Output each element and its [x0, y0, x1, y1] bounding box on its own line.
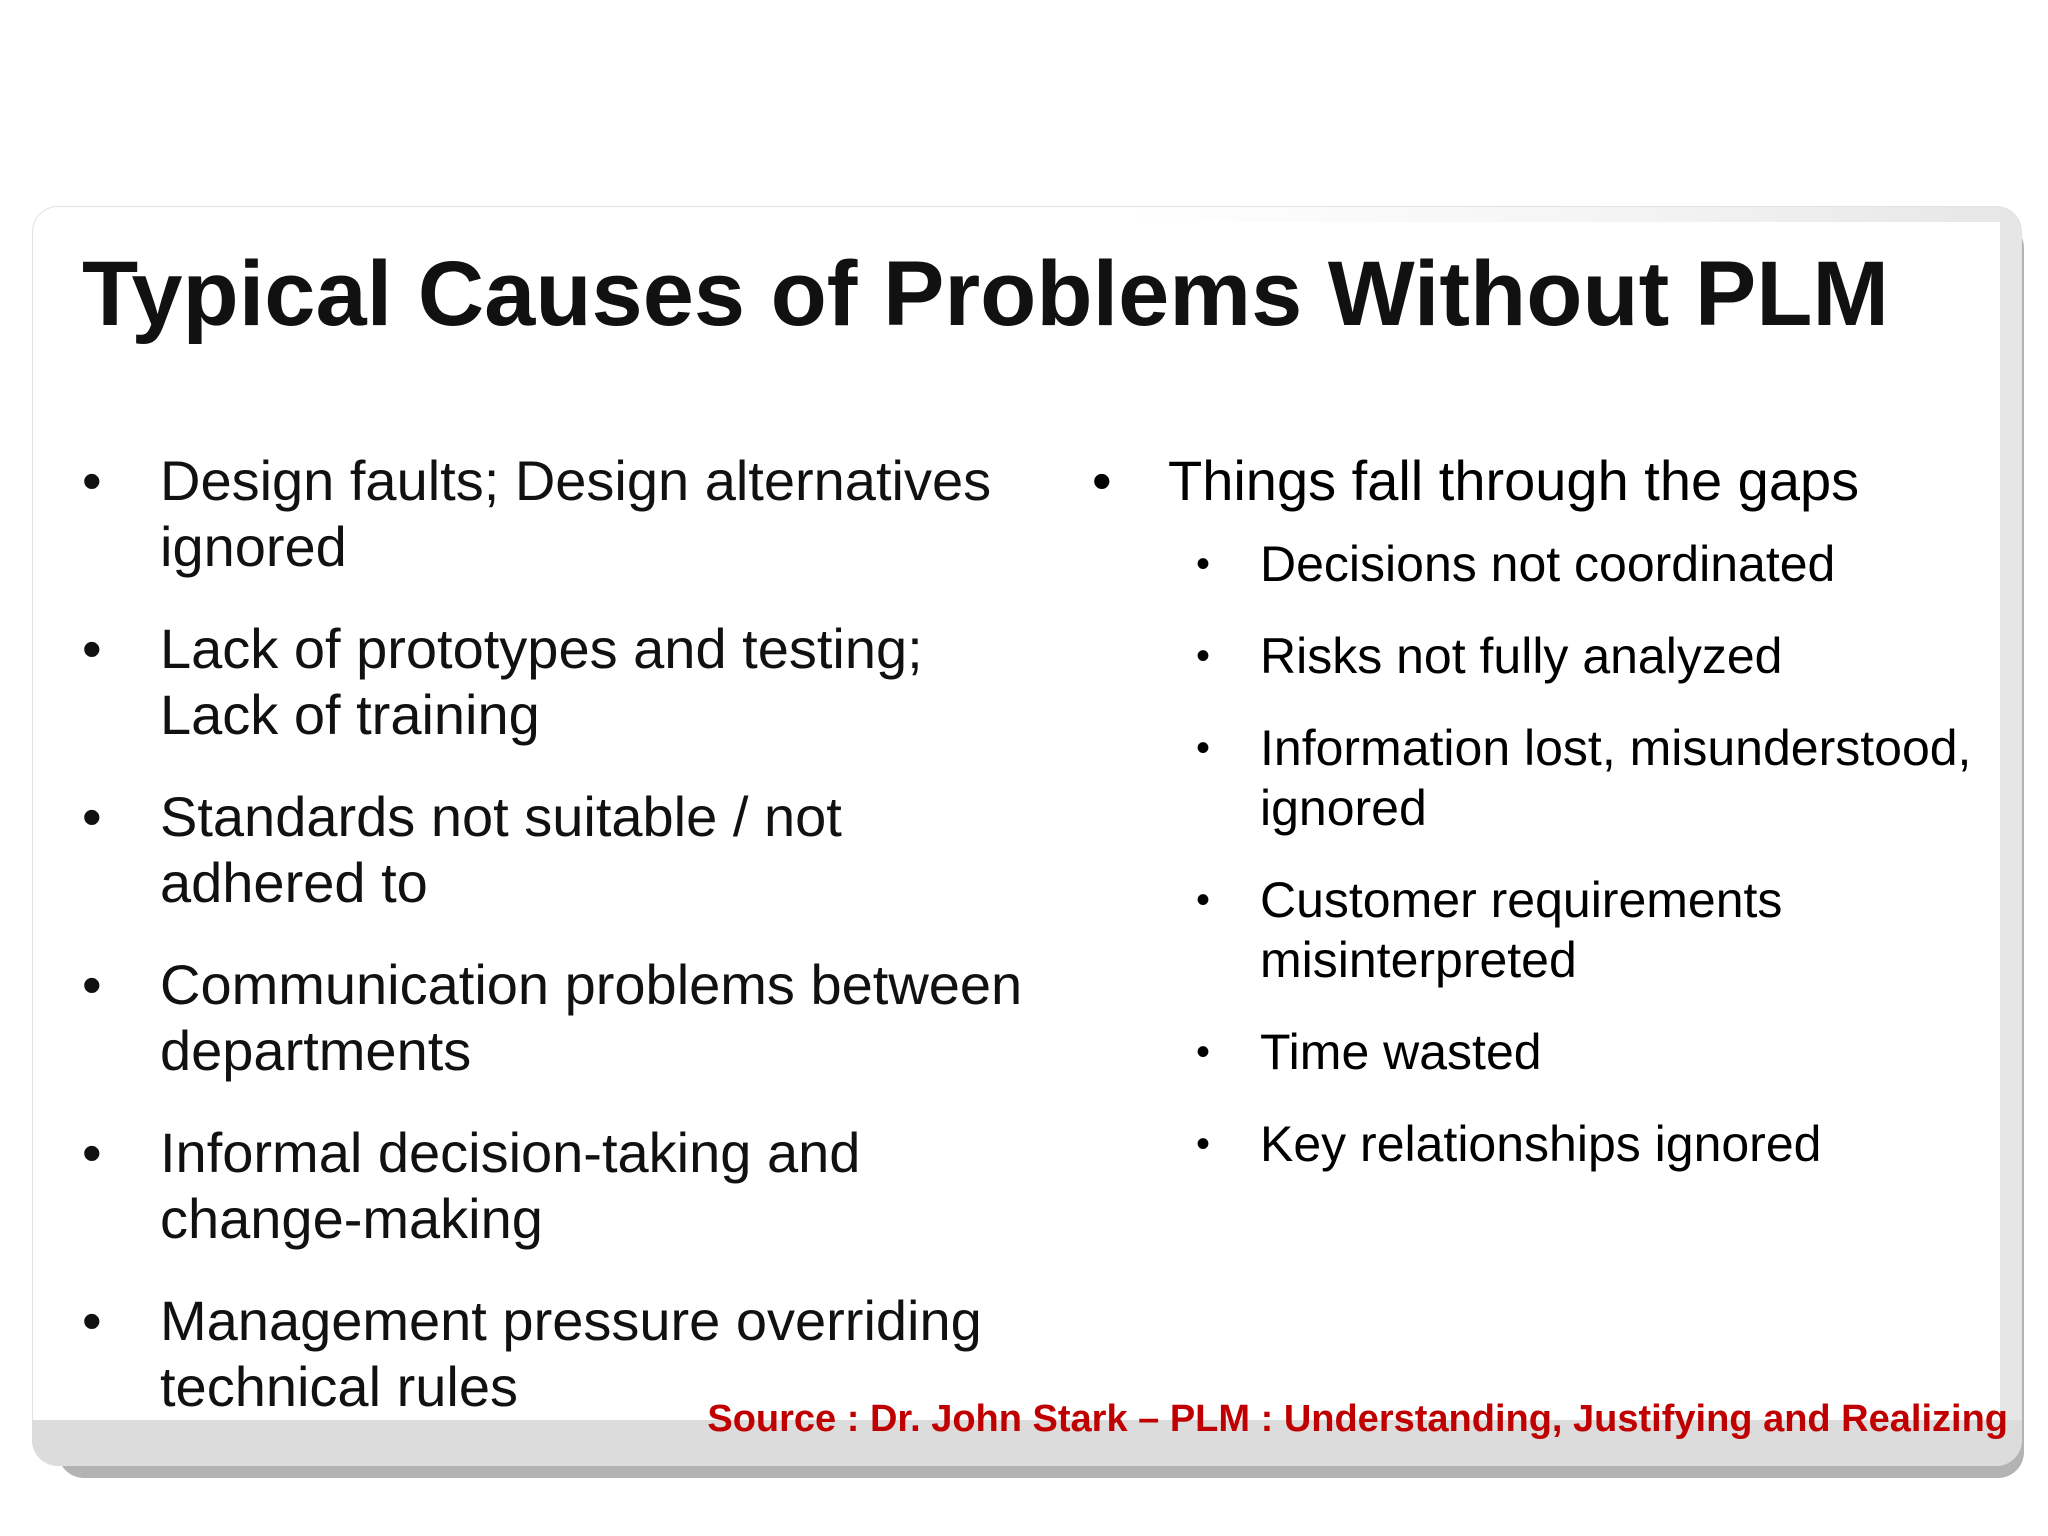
left-bullet-list [82, 448, 1042, 1456]
sub-bullet-icon: • [1196, 542, 1211, 586]
left-bullet-item [82, 616, 1042, 748]
bullet-icon: • [82, 617, 102, 680]
sub-bullet-icon: • [1196, 1122, 1211, 1166]
bullet-icon: • [82, 1121, 102, 1184]
sub-bullet-icon: • [1196, 878, 1211, 922]
left-bullet-item [82, 784, 1042, 916]
bullet-icon: • [82, 785, 102, 848]
sub-bullet-text: Risks not fully analyzed [1260, 628, 1783, 684]
sub-bullet-text: Decisions not coordinated [1260, 536, 1836, 592]
sub-bullet-icon: • [1196, 1030, 1211, 1074]
right-bullet-text: Things fall through the gaps [1168, 449, 1860, 512]
sub-bullet-item [1196, 718, 2012, 838]
left-bullet-text: Lack of prototypes and testing; Lack of training [160, 617, 923, 746]
sub-bullet-text: Key relationships ignored [1260, 1116, 1822, 1172]
left-bullet-item [82, 1120, 1042, 1252]
left-bullet-text: Management pressure overriding technical rules [160, 1289, 982, 1418]
sub-bullet-item [1196, 626, 2012, 686]
bullet-icon: • [82, 1289, 102, 1352]
left-bullet-item [82, 952, 1042, 1084]
left-bullet-item [82, 448, 1042, 580]
left-bullet-text: Informal decision-taking and change-making [160, 1121, 861, 1250]
sub-bullet-item [1196, 534, 2012, 594]
right-column [1092, 448, 2012, 1206]
sub-bullet-item [1196, 1022, 2012, 1082]
sub-bullet-icon: • [1196, 726, 1211, 770]
sub-bullet-icon: • [1196, 634, 1211, 678]
slide-title: Typical Causes of Problems Without PLM [82, 243, 1890, 345]
right-bullet-item [1092, 448, 2012, 514]
bullet-icon: • [82, 449, 102, 512]
sub-bullet-text: Customer requirements misinterpreted [1260, 872, 1783, 988]
sub-bullet-text: Information lost, misunderstood, ignored [1260, 720, 1972, 836]
right-sub-bullet-list [1196, 534, 2012, 1174]
left-bullet-text: Standards not suitable / not adhered to [160, 785, 842, 914]
source-citation: Source : Dr. John Stark – PLM : Understanding, Justifying and Realizing [707, 1398, 2008, 1440]
left-bullet-text: Design faults; Design alternatives ignored [160, 449, 992, 578]
sub-bullet-item [1196, 870, 2012, 990]
sub-bullet-item [1196, 1114, 2012, 1174]
bullet-icon: • [82, 953, 102, 1016]
sub-bullet-text: Time wasted [1260, 1024, 1542, 1080]
bullet-icon: • [1092, 449, 1112, 512]
left-bullet-text: Communication problems between departments [160, 953, 1023, 1082]
